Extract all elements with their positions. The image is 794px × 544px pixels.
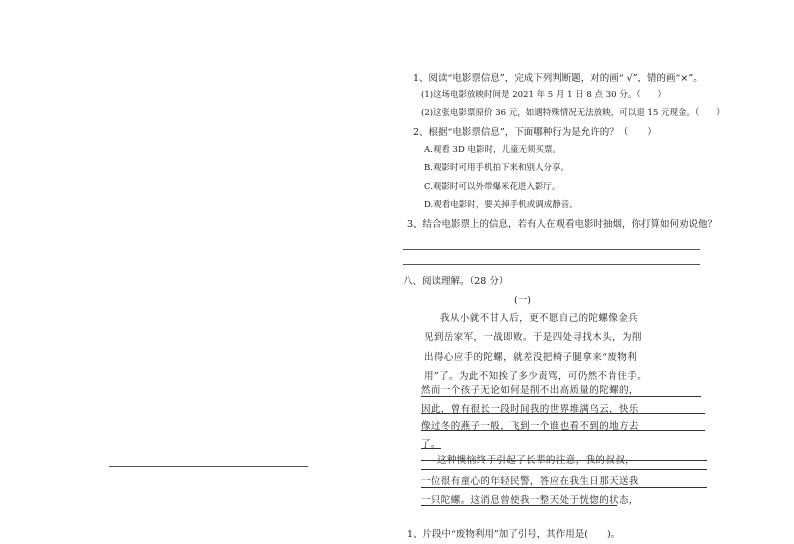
passage-underline-7	[421, 487, 707, 488]
answer-line-2[interactable]	[403, 264, 700, 265]
passage-line-1: 我从小就不甘人后，更不愿自己的陀螺像金兵	[440, 313, 639, 324]
passage-underline-4	[421, 448, 441, 449]
passage-question-1: 1、片段中“废物利用”加了引号，其作用是( )。	[407, 529, 621, 540]
answer-line-1[interactable]	[403, 249, 700, 250]
question-2-option-b: B.观影时可用手机拍下来和别人分享。	[424, 163, 569, 173]
passage-line-3: 出得心应手的陀螺，就差没把椅子腿拿来“废物利	[424, 352, 638, 363]
passage-line-7: 像过冬的燕子一般，飞到一个谁也看不到的地方去	[421, 421, 639, 432]
passage-underline-2	[421, 413, 705, 414]
question-2-option-d: D.观看电影时，要关掉手机或调成静音。	[424, 200, 578, 210]
section-8-heading: 八、阅读理解。（28 分）	[403, 276, 509, 287]
passage-line-10: 一位很有童心的年轻民警，答应在我生日那天送我	[421, 476, 639, 487]
question-2: 2、根据“电影票信息”，下面哪种行为是允许的？（ ）	[413, 127, 657, 138]
passage-line-2: 见到岳家军，一战即败。于是四处寻找木头，为削	[424, 332, 642, 343]
passage-underline-3	[421, 430, 705, 431]
passage-part-label: (一)	[514, 295, 531, 306]
passage-line-8: 了。	[421, 439, 441, 450]
passage-underline-1	[421, 396, 701, 397]
passage-underline-6	[421, 469, 707, 470]
question-1-item-1: (1)这场电影放映时间是 2021 年 5 月 1 日 8 点 30 分。（ ）	[421, 90, 666, 100]
passage-line-11: 一只陀螺。这消息曾使我一整天处于恍惚的状态，	[421, 495, 639, 506]
passage-underline-5	[421, 460, 707, 461]
question-2-option-a: A.观看 3D 电影时，儿童无须买票。	[424, 145, 561, 155]
left-divider-line	[109, 466, 308, 467]
question-1: 1、阅读“电影票信息”，完成下列判断题，对的画“ √”，错的画“×”。	[413, 73, 703, 84]
question-1-item-2: (2)这张电影票原价 36 元，如遇特殊情况无法放映，可以退 15 元现金。（ ）	[421, 108, 725, 118]
passage-line-6: 因此，曾有很长一段时间我的世界堆满乌云，快乐	[421, 404, 639, 415]
passage-underline-8	[421, 505, 617, 506]
passage-line-4: 用”了。为此不知挨了多少责骂，可仍然不肯住手。	[424, 371, 648, 382]
question-2-option-c: C.观影时可以外带爆米花进入影厅。	[424, 182, 561, 192]
passage-line-9: 这种懊恼终于引起了长辈的注意，我的叔叔，	[437, 455, 636, 466]
passage-line-5: 然而一个孩子无论如何是削不出高质量的陀螺的，	[421, 385, 639, 396]
question-3: 3、结合电影票上的信息，若有人在观看电影时抽烟，你打算如何劝说他？	[407, 219, 718, 230]
